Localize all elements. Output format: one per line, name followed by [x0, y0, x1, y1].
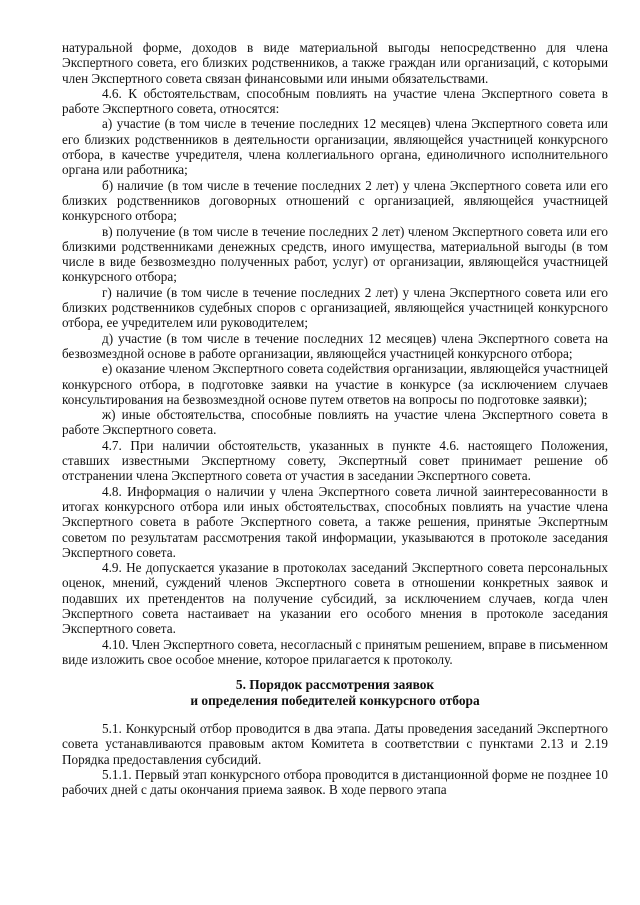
paragraph-4-8: 4.8. Информация о наличии у члена Экспертного совета личной заинтересованности в итогах конкурсного отбора или иных обстоятельствах, способных повлиять на участие члена Экспертного совета в работе Экспертного совета, а также решения, принятые Экспертным советом по результатам рассмотрения такой информации, указываются в протоколе заседания Экспертного совета.: [62, 483, 608, 560]
paragraph-5-1-1: 5.1.1. Первый этап конкурсного отбора проводится в дистанционной форме не позднее 10 рабочих дней с даты окончания приема заявок. В ходе первого этапа: [62, 767, 608, 798]
paragraph-4-7: 4.7. При наличии обстоятельств, указанных в пункте 4.6. настоящего Положения, ставших известными Экспертному совету, Экспертный совет принимает решение об отстранении члена Экспертного совета от участия в заседании Экспертного совета.: [62, 437, 608, 484]
section-5-heading-line2: и определения победителей конкурсного отбора: [190, 693, 480, 709]
list-item-b: б) наличие (в том числе в течение последних 2 лет) у члена Экспертного совета или его близких родственников договорных отношений с организацией, являющейся участницей конкурсного отбора;: [62, 177, 608, 224]
paragraph: натуральной форме, доходов в виде материальной выгоды непосредственно для члена Экспертного совета, его близких родственников, а также граждан или организаций, с которыми член Экспертного совета связан финансовыми или иными обязательствами.: [62, 40, 608, 86]
paragraph-5-1: 5.1. Конкурсный отбор проводится в два этапа. Даты проведения заседаний Экспертного совета устанавливаются правовым актом Комитета в соответствии с пунктами 2.13 и 2.19 Порядка предоставления субсидий.: [62, 721, 608, 767]
section-5-body: [62, 721, 608, 797]
list-item-e: е) оказание членом Экспертного совета содействия организации, являющейся участницей конкурсного отбора, в подготовке заявки на участие в конкурсе (за исключением случаев консультирования на безвозмездной основе путем ответов на вопросы по подготовке заявки);: [62, 361, 608, 407]
paragraph-4-6: 4.6. К обстоятельствам, способным повлиять на участие члена Экспертного совета в работе Экспертного совета, относятся:: [62, 85, 608, 117]
list-item-d: д) участие (в том числе в течение последних 12 месяцев) члена Экспертного совета на безвозмездной основе в работе организации, являющейся участницей конкурсного отбора;: [62, 330, 608, 361]
list-item-g: г) наличие (в том числе в течение последних 2 лет) у члена Экспертного совета или его близких родственников судебных споров с организацией, являющейся участницей конкурсного отбора, ее учредителем или руководителем;: [62, 284, 608, 331]
paragraph-4-9: 4.9. Не допускается указание в протоколах заседаний Экспертного совета персональных оценок, мнений, суждений членов Экспертного совета в отношении конкретных заявок и подавших их претендентов на получение субсидий, за исключением случаев, когда член Экспертного совета настаивает на указании его особого мнения в протоколе заседания Экспертного совета.: [62, 560, 608, 637]
paragraph-4-10: 4.10. Член Экспертного совета, несогласный с принятым решением, вправе в письменном виде изложить свое особое мнение, которое прилагается к протоколу.: [62, 636, 608, 667]
list-item-a: а) участие (в том числе в течение последних 12 месяцев) члена Экспертного совета или его близких родственников в деятельности организации, являющейся участницей конкурсного отбора, в качестве учредителя, члена коллегиального органа, единоличного исполнительного органа или работника;: [62, 116, 608, 178]
list-item-v: в) получение (в том числе в течение последних 2 лет) членом Экспертного совета или его близкими родственниками денежных средств, иного имущества, материальной выгоды (в том числе в виде безвозмездно полученных работ, услуг) от организации, являющейся участницей конкурсного отбора;: [62, 223, 608, 285]
list-item-zh: ж) иные обстоятельства, способные повлиять на участие члена Экспертного совета в работе Экспертного совета.: [62, 407, 608, 438]
section-5-heading-line1: 5. Порядок рассмотрения заявок: [235, 677, 435, 693]
section-4-body: [62, 40, 608, 667]
section-5-heading: [62, 677, 608, 709]
